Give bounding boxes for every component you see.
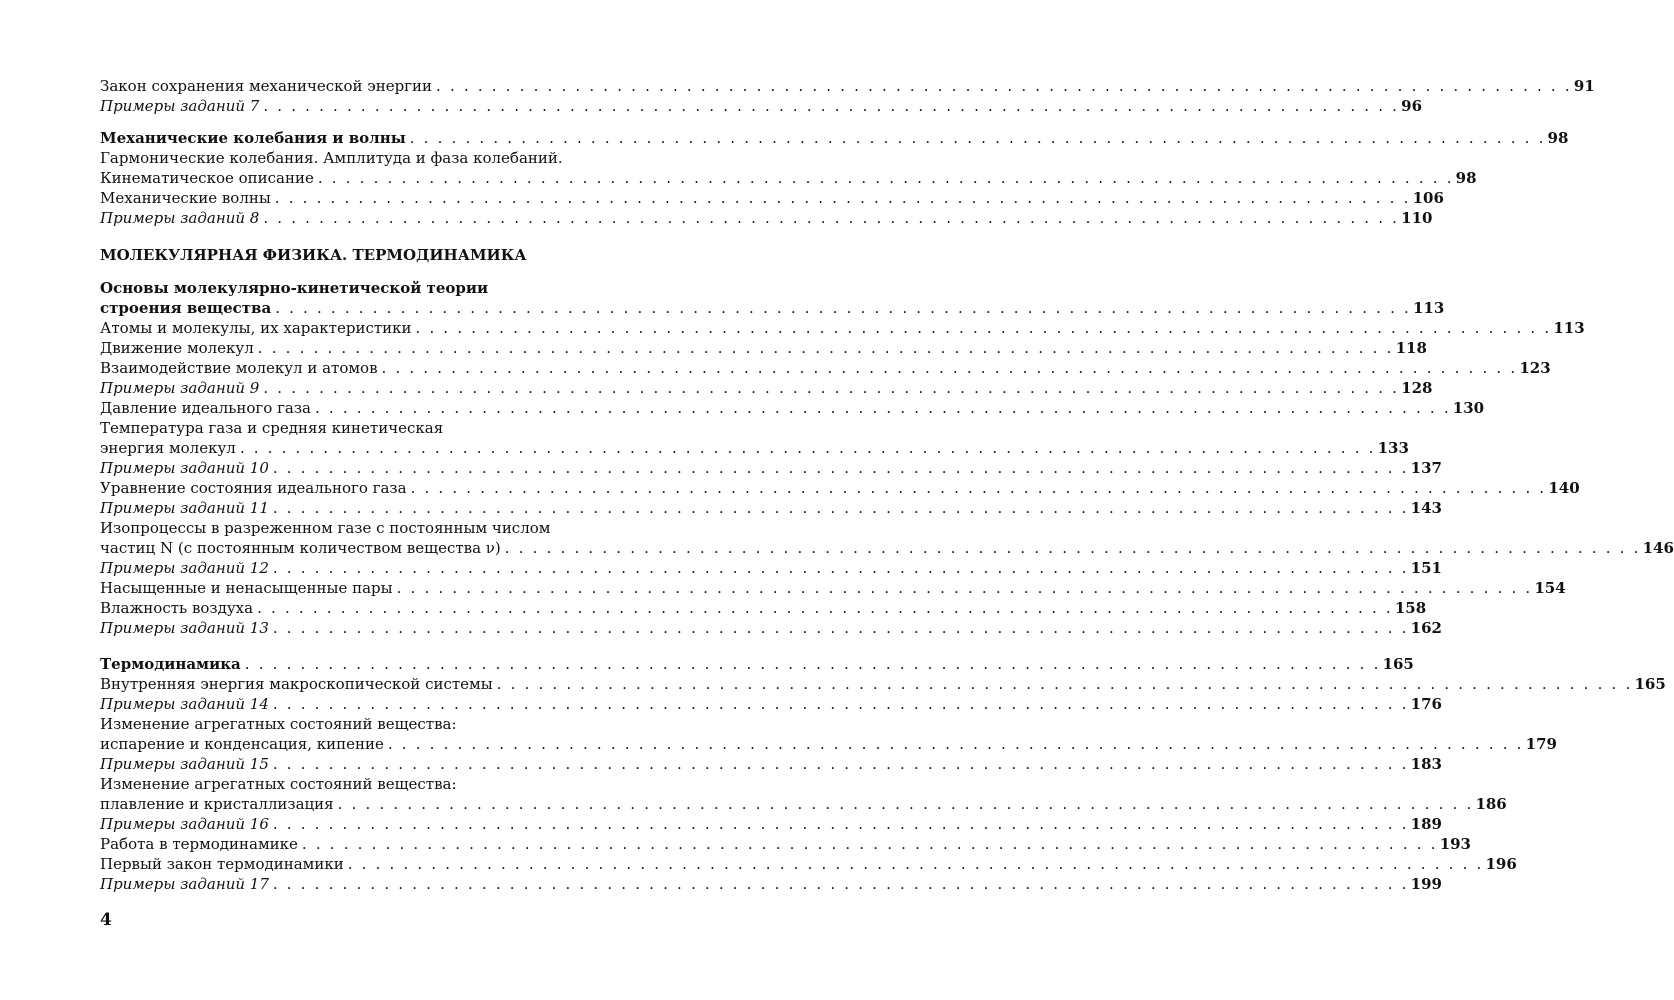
toc-page-number: 91 bbox=[1573, 77, 1595, 95]
toc-entry[interactable] bbox=[100, 538, 1674, 558]
toc-entry-title: Первый закон термодинамики bbox=[100, 855, 344, 873]
toc-entry[interactable] bbox=[100, 578, 1566, 598]
toc-page-number: 113 bbox=[1553, 319, 1585, 337]
toc-entry[interactable] bbox=[100, 814, 1442, 834]
toc-section-title: Механические колебания и волны bbox=[100, 129, 406, 147]
toc-entry[interactable] bbox=[100, 754, 1442, 774]
toc-entry[interactable] bbox=[100, 674, 1666, 694]
toc-leader-dots bbox=[410, 128, 1546, 148]
toc-entry[interactable] bbox=[100, 358, 1551, 378]
toc-leader-dots bbox=[273, 814, 1409, 834]
toc-page-number: 186 bbox=[1475, 795, 1507, 813]
toc-leader-dots bbox=[240, 438, 1376, 458]
toc-entry-title: Примеры заданий 14 bbox=[100, 695, 269, 713]
toc-leader-dots bbox=[411, 478, 1547, 498]
toc-leader-dots bbox=[348, 854, 1484, 874]
toc-page-number: 96 bbox=[1401, 97, 1423, 115]
toc-entry-title: энергия молекул bbox=[100, 439, 236, 457]
toc-leader-dots bbox=[263, 378, 1399, 398]
toc-entry[interactable] bbox=[100, 478, 1580, 498]
toc-entry[interactable] bbox=[100, 418, 714, 438]
toc-leader-dots bbox=[497, 674, 1633, 694]
toc-entry[interactable] bbox=[100, 558, 1442, 578]
toc-group-mkt bbox=[100, 318, 1674, 638]
toc-entry[interactable] bbox=[100, 834, 1471, 854]
toc-entry[interactable] bbox=[100, 458, 1442, 478]
toc-leader-dots bbox=[273, 498, 1409, 518]
toc-entry-title: Примеры заданий 15 bbox=[100, 755, 269, 773]
table-of-contents bbox=[100, 76, 1674, 894]
toc-group-mechanics-energy bbox=[100, 76, 1595, 116]
toc-entry-title: Уравнение состояния идеального газа bbox=[100, 479, 407, 497]
toc-section-title: Основы молекулярно-кинетической теории bbox=[100, 279, 489, 297]
toc-page-number: 154 bbox=[1534, 579, 1566, 597]
toc-entry-title: Давление идеального газа bbox=[100, 399, 311, 417]
toc-entry-title: Примеры заданий 17 bbox=[100, 875, 269, 893]
toc-entry-title: Примеры заданий 8 bbox=[100, 209, 260, 227]
toc-leader-dots bbox=[273, 558, 1409, 578]
toc-entry[interactable] bbox=[100, 208, 1433, 228]
toc-page-number: 176 bbox=[1410, 695, 1442, 713]
toc-entry-title: частиц N (с постоянным количеством вещества ν) bbox=[100, 539, 501, 557]
toc-leader-dots bbox=[275, 188, 1411, 208]
toc-entry[interactable] bbox=[100, 96, 1423, 116]
toc-leader-dots bbox=[302, 834, 1438, 854]
toc-section-title: Термодинамика bbox=[100, 655, 241, 673]
toc-entry[interactable] bbox=[100, 734, 1557, 754]
toc-entry-title: Примеры заданий 13 bbox=[100, 619, 269, 637]
toc-page-number: 98 bbox=[1455, 169, 1477, 187]
toc-page-number: 199 bbox=[1410, 875, 1442, 893]
toc-leader-dots bbox=[273, 754, 1409, 774]
toc-entry[interactable] bbox=[100, 618, 1442, 638]
toc-leader-dots bbox=[273, 874, 1409, 894]
toc-entry[interactable] bbox=[100, 694, 1442, 714]
toc-group-thermodynamics bbox=[100, 674, 1666, 894]
toc-entry-title: испарение и конденсация, кипение bbox=[100, 735, 384, 753]
toc-section-mkt-line2[interactable] bbox=[100, 298, 1445, 318]
toc-entry-title: Изменение агрегатных состояний вещества: bbox=[100, 775, 457, 793]
toc-page-number: 98 bbox=[1547, 129, 1569, 147]
toc-page-number: 196 bbox=[1485, 855, 1517, 873]
toc-entry-title: Атомы и молекулы, их характеристики bbox=[100, 319, 412, 337]
toc-entry[interactable] bbox=[100, 714, 714, 734]
toc-entry-title: Гармонические колебания. Амплитуда и фаза колебаний. bbox=[100, 149, 563, 167]
toc-page-number: 137 bbox=[1410, 459, 1442, 477]
toc-entry[interactable] bbox=[100, 438, 1409, 458]
toc-entry-title: Примеры заданий 11 bbox=[100, 499, 269, 517]
toc-entry-title: плавление и кристаллизация bbox=[100, 795, 334, 813]
toc-page-number: 146 bbox=[1642, 539, 1674, 557]
toc-section-mkt-line1[interactable] bbox=[100, 278, 714, 298]
toc-entry-title: Движение молекул bbox=[100, 339, 254, 357]
toc-leader-dots bbox=[257, 598, 1393, 618]
toc-leader-dots bbox=[318, 168, 1454, 188]
toc-entry[interactable] bbox=[100, 378, 1433, 398]
toc-page-number: 162 bbox=[1410, 619, 1442, 637]
toc-page-number: 113 bbox=[1412, 299, 1445, 317]
toc-entry-title: Влажность воздуха bbox=[100, 599, 254, 617]
toc-entry[interactable] bbox=[100, 598, 1427, 618]
toc-entry-title: Примеры заданий 12 bbox=[100, 559, 269, 577]
toc-entry-title: Примеры заданий 9 bbox=[100, 379, 260, 397]
toc-leader-dots bbox=[258, 338, 1394, 358]
toc-page-number: 143 bbox=[1410, 499, 1442, 517]
toc-leader-dots bbox=[273, 618, 1409, 638]
toc-leader-dots bbox=[338, 794, 1474, 814]
toc-leader-dots bbox=[315, 398, 1451, 418]
toc-page-number: 106 bbox=[1412, 189, 1444, 207]
toc-entry[interactable] bbox=[100, 148, 714, 168]
toc-entry[interactable] bbox=[100, 518, 714, 538]
toc-leader-dots bbox=[273, 458, 1409, 478]
toc-entry[interactable] bbox=[100, 774, 714, 794]
toc-page-number: 165 bbox=[1382, 655, 1414, 673]
toc-page-number: 183 bbox=[1410, 755, 1442, 773]
toc-entry[interactable] bbox=[100, 76, 1595, 96]
toc-entry-title: Примеры заданий 10 bbox=[100, 459, 269, 477]
toc-entry-title: Насыщенные и ненасыщенные пары bbox=[100, 579, 393, 597]
toc-section-thermodynamics[interactable] bbox=[100, 654, 1414, 674]
toc-leader-dots bbox=[273, 694, 1409, 714]
toc-page-number: 128 bbox=[1401, 379, 1433, 397]
toc-entry-title: Взаимодействие молекул и атомов bbox=[100, 359, 378, 377]
toc-leader-dots bbox=[275, 298, 1411, 318]
toc-entry-title: Изопроцессы в разреженном газе с постоянным числом bbox=[100, 519, 551, 537]
toc-leader-dots bbox=[416, 318, 1552, 338]
toc-entry-title: Температура газа и средняя кинетическая bbox=[100, 419, 444, 437]
toc-entry[interactable] bbox=[100, 398, 1485, 418]
chapter-heading: МОЛЕКУЛЯРНАЯ ФИЗИКА. ТЕРМОДИНАМИКА bbox=[100, 246, 527, 264]
toc-page-number: 133 bbox=[1377, 439, 1409, 457]
toc-entry[interactable] bbox=[100, 498, 1442, 518]
toc-page-number: 140 bbox=[1548, 479, 1580, 497]
toc-entry[interactable] bbox=[100, 338, 1427, 358]
toc-page-number: 151 bbox=[1410, 559, 1442, 577]
toc-page-number: 189 bbox=[1410, 815, 1442, 833]
toc-section-title: строения вещества bbox=[100, 299, 272, 317]
toc-entry[interactable] bbox=[100, 318, 1585, 338]
page-number: 4 bbox=[100, 910, 112, 930]
toc-entry-title: Закон сохранения механической энергии bbox=[100, 77, 433, 95]
toc-leader-dots bbox=[436, 76, 1572, 96]
toc-entry-title: Кинематическое описание bbox=[100, 169, 314, 187]
toc-entry[interactable] bbox=[100, 874, 1442, 894]
toc-leader-dots bbox=[263, 96, 1399, 116]
toc-page-number: 179 bbox=[1525, 735, 1557, 753]
toc-entry-title: Работа в термодинамике bbox=[100, 835, 298, 853]
toc-entry-title: Изменение агрегатных состояний вещества: bbox=[100, 715, 457, 733]
toc-page-number: 130 bbox=[1452, 399, 1485, 417]
toc-page-number: 118 bbox=[1395, 339, 1427, 357]
toc-entry[interactable] bbox=[100, 794, 1507, 814]
toc-entry[interactable] bbox=[100, 168, 1477, 188]
toc-page-number: 110 bbox=[1401, 209, 1433, 227]
toc-leader-dots bbox=[245, 654, 1381, 674]
toc-section-mechanical-waves[interactable] bbox=[100, 128, 1569, 148]
toc-entry[interactable] bbox=[100, 188, 1444, 208]
toc-leader-dots bbox=[382, 358, 1518, 378]
toc-leader-dots bbox=[505, 538, 1641, 558]
toc-entry-title: Примеры заданий 7 bbox=[100, 97, 260, 115]
toc-leader-dots bbox=[388, 734, 1524, 754]
toc-entry-title: Внутренняя энергия макроскопической системы bbox=[100, 675, 493, 693]
toc-leader-dots bbox=[397, 578, 1533, 598]
toc-leader-dots bbox=[263, 208, 1399, 228]
toc-entry[interactable] bbox=[100, 854, 1517, 874]
toc-group-mechanical-waves bbox=[100, 148, 1477, 228]
toc-entry-title: Механические волны bbox=[100, 189, 271, 207]
toc-page-number: 165 bbox=[1634, 675, 1666, 693]
toc-entry-title: Примеры заданий 16 bbox=[100, 815, 269, 833]
toc-page-number: 158 bbox=[1394, 599, 1427, 617]
toc-page-number: 123 bbox=[1519, 359, 1551, 377]
toc-page-number: 193 bbox=[1439, 835, 1471, 853]
